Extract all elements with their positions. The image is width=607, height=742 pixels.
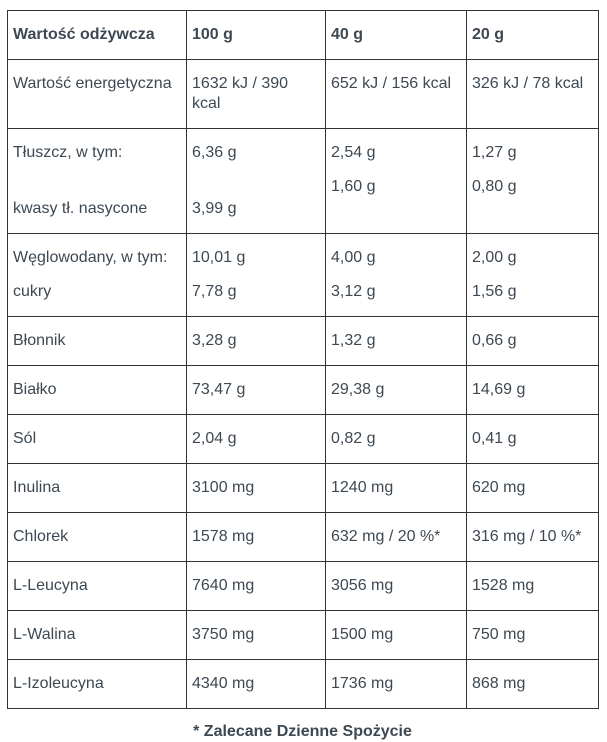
cell-spacer: [13, 177, 181, 185]
value-cell: [187, 60, 326, 129]
cell-line: 4340 mg: [192, 675, 255, 692]
table-row: [8, 660, 599, 709]
table-row: [8, 464, 599, 513]
cell-line: L-Leucyna: [13, 577, 88, 594]
cell-line: 0,66 g: [472, 332, 517, 349]
table-row: [8, 129, 599, 234]
value-cell: [187, 366, 326, 415]
cell-line: Wartość energetyczna: [13, 75, 172, 92]
row-label-cell: [8, 129, 187, 234]
value-cell: [467, 660, 599, 709]
cell-line: 1528 mg: [472, 577, 535, 594]
row-label-cell: [8, 60, 187, 129]
value-cell: [326, 611, 467, 660]
cell-line: 0,80 g: [472, 178, 517, 195]
value-cell: [326, 317, 467, 366]
cell-line: Sól: [13, 430, 37, 447]
value-cell: [326, 366, 467, 415]
cell-line: Białko: [13, 381, 57, 398]
cell-line: kwasy tł. nasycone: [13, 200, 148, 217]
cell-line: 7640 mg: [192, 577, 255, 594]
cell-line: Węglowodany, w tym:: [13, 249, 168, 266]
table-row: [8, 234, 599, 317]
cell-line: L-Izoleucyna: [13, 675, 104, 692]
header-40g: 40 g: [326, 11, 467, 60]
value-cell: [187, 562, 326, 611]
cell-line: 10,01 g: [192, 249, 246, 266]
header-wartosc-odzywcza: Wartość odżywcza: [8, 11, 187, 60]
value-cell: [326, 660, 467, 709]
row-label-cell: [8, 234, 187, 317]
value-cell: [326, 464, 467, 513]
cell-line: 14,69 g: [472, 381, 526, 398]
value-cell: [467, 317, 599, 366]
footnote: * Zalecane Dzienne Spożycie: [193, 723, 412, 740]
cell-line: 326 kJ / 78 kcal: [472, 75, 584, 92]
cell-line: 868 mg: [472, 675, 526, 692]
nutrition-table: [7, 10, 599, 709]
row-label-cell: [8, 660, 187, 709]
header-20g: 20 g: [467, 11, 599, 60]
row-label-cell: [8, 464, 187, 513]
value-cell: [187, 660, 326, 709]
cell-line: 652 kJ / 156 kcal: [331, 75, 452, 92]
cell-line: 3100 mg: [192, 479, 255, 496]
value-cell: [467, 562, 599, 611]
cell-line: 620 mg: [472, 479, 526, 496]
cell-line: 0,82 g: [331, 430, 376, 447]
cell-line: 2,54 g: [331, 144, 376, 161]
cell-line: 750 mg: [472, 626, 526, 643]
cell-line: 6,36 g: [192, 144, 237, 161]
table-row: [8, 513, 599, 562]
cell-line: 1,27 g: [472, 144, 517, 161]
cell-line: Inulina: [13, 479, 61, 496]
value-cell: [326, 513, 467, 562]
cell-line: 3,99 g: [192, 200, 237, 217]
value-cell: [187, 129, 326, 234]
cell-line: Błonnik: [13, 332, 66, 349]
cell-line: Chlorek: [13, 528, 69, 545]
table-row: [8, 415, 599, 464]
cell-line: 1632 kJ / 390 kcal: [192, 75, 289, 112]
cell-line: 4,00 g: [331, 249, 376, 266]
table-row: [8, 611, 599, 660]
cell-line: 3,28 g: [192, 332, 237, 349]
value-cell: [187, 317, 326, 366]
value-cell: [187, 415, 326, 464]
table-row: [8, 366, 599, 415]
cell-line: 3056 mg: [331, 577, 394, 594]
cell-spacer: [192, 177, 320, 185]
cell-line: 1,56 g: [472, 283, 517, 300]
value-cell: [187, 234, 326, 317]
cell-line: 632 mg / 20 %*: [331, 528, 441, 545]
value-cell: [326, 129, 467, 234]
value-cell: [326, 234, 467, 317]
cell-line: 1,60 g: [331, 178, 376, 195]
row-label-cell: [8, 513, 187, 562]
value-cell: [467, 415, 599, 464]
value-cell: [326, 562, 467, 611]
row-label-cell: [8, 317, 187, 366]
cell-line: 1578 mg: [192, 528, 255, 545]
cell-line: 73,47 g: [192, 381, 246, 398]
cell-line: 1500 mg: [331, 626, 394, 643]
cell-line: 1240 mg: [331, 479, 394, 496]
cell-line: 0,41 g: [472, 430, 517, 447]
cell-line: cukry: [13, 283, 52, 300]
header-row: [8, 11, 599, 60]
row-label-cell: [8, 415, 187, 464]
value-cell: [467, 60, 599, 129]
cell-line: 2,04 g: [192, 430, 237, 447]
table-row: [8, 60, 599, 129]
table-row: [8, 317, 599, 366]
value-cell: [467, 513, 599, 562]
row-label-cell: [8, 366, 187, 415]
cell-line: 7,78 g: [192, 283, 237, 300]
cell-line: 1,32 g: [331, 332, 376, 349]
value-cell: [187, 513, 326, 562]
cell-line: 29,38 g: [331, 381, 385, 398]
cell-line: 2,00 g: [472, 249, 517, 266]
value-cell: [326, 60, 467, 129]
value-cell: [326, 415, 467, 464]
cell-line: L-Walina: [13, 626, 76, 643]
header-100g: 100 g: [187, 11, 326, 60]
row-label-cell: [8, 562, 187, 611]
value-cell: [187, 611, 326, 660]
cell-line: 1736 mg: [331, 675, 394, 692]
cell-line: 3,12 g: [331, 283, 376, 300]
cell-line: 3750 mg: [192, 626, 255, 643]
value-cell: [467, 366, 599, 415]
table-row: [8, 562, 599, 611]
row-label-cell: [8, 611, 187, 660]
value-cell: [467, 464, 599, 513]
value-cell: [467, 234, 599, 317]
table-body: [8, 60, 599, 709]
cell-line: 316 mg / 10 %*: [472, 528, 582, 545]
value-cell: [467, 611, 599, 660]
value-cell: [467, 129, 599, 234]
cell-line: Tłuszcz, w tym:: [13, 144, 123, 161]
value-cell: [187, 464, 326, 513]
